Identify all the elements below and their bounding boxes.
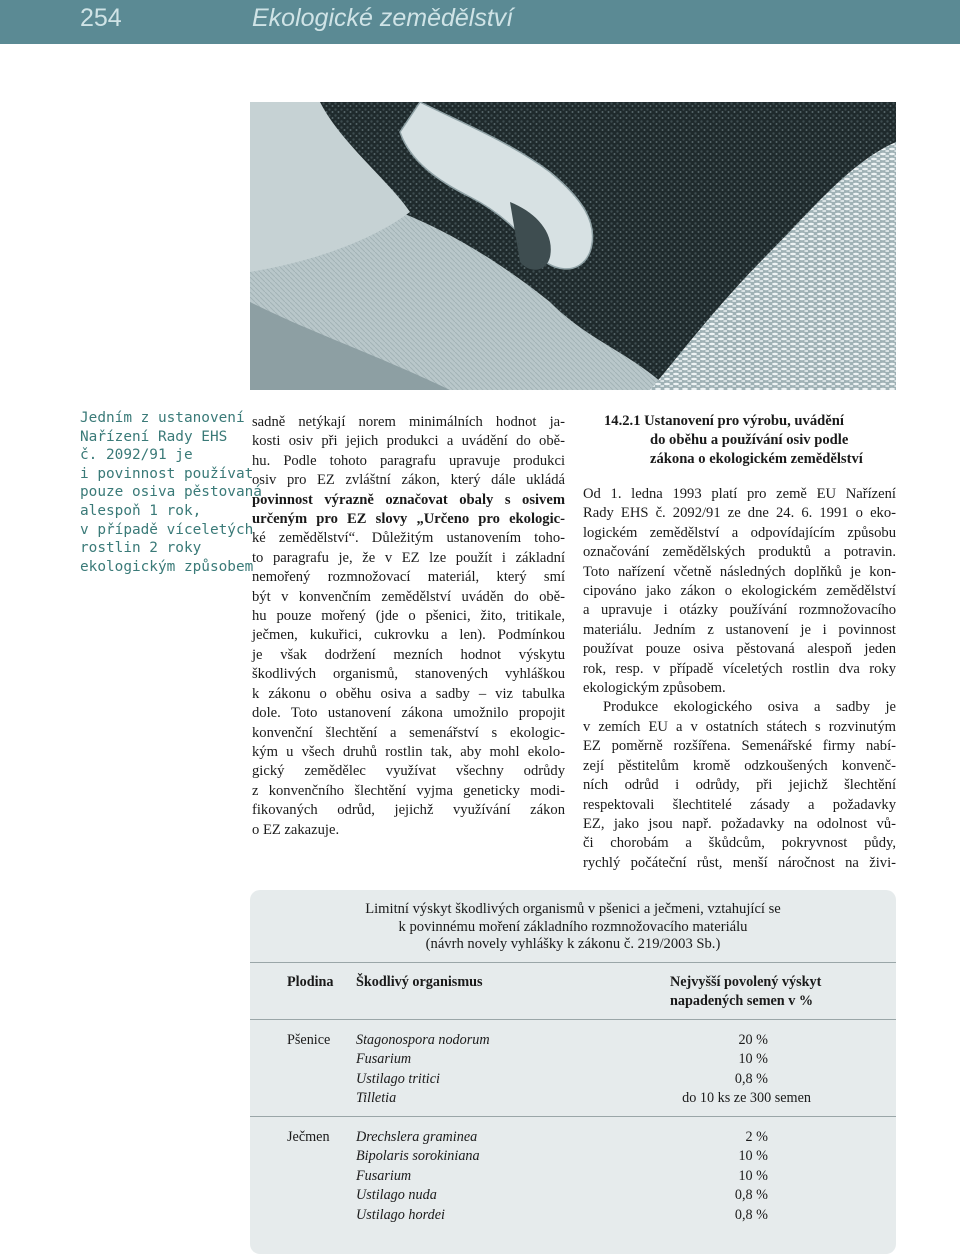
limit-cell: 0,8 % — [734, 1071, 768, 1087]
sidenote-line: i povinnost používat — [80, 465, 254, 482]
text-line: fikovaných odrůd, jejichž využívání zákon — [252, 802, 565, 819]
limit-cell: 10 % — [738, 1148, 768, 1164]
text-line: z konvenčního šlechtění vyjma geneticky modi- — [252, 782, 565, 799]
organism-cell: Fusarium — [356, 1051, 412, 1067]
text-line: být v konvenčním zemědělství uváděn do obě- — [252, 588, 565, 605]
text-line: v zemích EU a v ostatních státech s rozvinutým — [583, 718, 896, 735]
section-heading — [604, 412, 904, 470]
text-line: materiálu. Jedním z ustanovení je i povinnost — [583, 621, 896, 638]
table-caption-line: Limitní výskyt škodlivých organismů v pšenici a ječmeni, vztahující se — [365, 901, 781, 917]
text-line: ních odrůd i odrůdy, při jejichž šlechtění — [583, 777, 896, 794]
text-line: k zákonu o oběhu osiva a sadby – viz tabulka — [252, 685, 565, 702]
header-limit-2: napadených semen v % — [670, 993, 814, 1009]
body-column-left — [252, 413, 565, 840]
text-line: používat pouze osiva pěstovaná alespoň jeden — [583, 641, 896, 658]
text-line: hu pouze mořený (jde o pšenici, žito, tritikale, — [252, 608, 565, 625]
text-line: ekologickým způsobem. — [583, 680, 726, 697]
text-line: kosti osiv při jejich produkci a uvádění do obě- — [252, 433, 565, 450]
text-line: a upravuje i otázky používání rozmnožovacího — [583, 602, 896, 619]
section-heading-line: 14.2.1 Ustanovení pro výrobu, uvádění — [604, 413, 844, 429]
sidenote-line: v případě víceletých — [80, 521, 254, 538]
crop-cell: Ječmen — [287, 1129, 330, 1145]
text-line: kým u všech druhů rostlin tak, aby mohl ekolo- — [252, 743, 565, 760]
limit-cell: 20 % — [738, 1032, 768, 1048]
header-organism: Škodlivý organismus — [356, 974, 483, 990]
organism-cell: Tilletia — [356, 1090, 397, 1106]
text-line: označování zemědělských produktů a potravin. — [583, 544, 896, 561]
text-line: to paragrafu je, že v EZ lze použít i základní — [252, 549, 565, 566]
text-line: konvenční šlechtění a semenářství s ekologic- — [252, 724, 565, 741]
table-caption-line: k povinnému moření základního rozmnožovacího materiálu — [398, 918, 748, 935]
text-line: EZ poměrně rozšířena. Semenářské firmy nabí- — [583, 738, 896, 755]
text-line: logickém zemědělství a odpovídajícím způsobu — [583, 524, 896, 541]
text-line: gický zemědělec využívat všechny odrůdy — [252, 763, 565, 780]
section-heading-line: do oběhu a používání osiv podle — [650, 432, 849, 449]
sidenote-line: rostlin 2 roky — [80, 540, 202, 557]
text-line: ké zemědělství“. Důležitým ustanovením toho- — [252, 530, 565, 547]
text-line: ječmen, kukuřici, cukrovku a len). Podmínkou — [252, 627, 565, 644]
text-line: respektovali šlechtitelé zásady a požadavky — [583, 796, 896, 813]
organism-cell: Ustilago hordei — [356, 1207, 445, 1223]
text-line: Produkce ekologického osiva a sadby je — [603, 699, 896, 716]
text-line: je však dodržení mezních hodnot výskytu — [252, 646, 565, 663]
limit-cell: do 10 ks ze 300 semen — [682, 1090, 811, 1106]
body-column-right — [583, 485, 896, 873]
text-line: hu. Podle tohoto paragrafu upravuje produkci — [252, 452, 565, 469]
seed-photo — [250, 102, 896, 390]
text-line: o EZ zakazuje. — [252, 821, 340, 838]
sidenote-line: ekologickým způsobem — [80, 558, 254, 575]
limit-cell: 0,8 % — [734, 1187, 768, 1203]
organism-cell: Drechslera graminea — [356, 1129, 478, 1145]
table-caption — [250, 901, 896, 954]
text-line: cipováno jako zákon o ekologickém zemědělství — [583, 583, 896, 600]
text-line: dole. Toto ustanovení zákona umožnilo propojit — [252, 705, 565, 722]
table-caption-line: (návrh novely vyhlášky k zákonu č. 219/2003 Sb.) — [425, 936, 721, 953]
text-line: EZ, jako jsou např. požadavky na odolnost vů- — [583, 815, 896, 832]
table-rule — [250, 1019, 896, 1020]
text-line: nemořený rozmnožovací materiál, který smí — [252, 569, 565, 586]
text-line: rychlý počáteční růst, menší náročnost na živi- — [583, 854, 896, 871]
sidenote-line: č. 2092/91 je — [80, 447, 193, 464]
organism-cell: Stagonospora nodorum — [356, 1032, 490, 1048]
text-line: Toto nařízení včetně následných doplňků je kon- — [583, 563, 896, 580]
sidenote — [80, 409, 262, 576]
text-line: zejí pěstitelům kromě odzkoušených konvenč- — [583, 757, 896, 774]
table-rule — [250, 1116, 896, 1117]
limit-cell: 2 % — [745, 1129, 768, 1145]
sidenote-line: Nařízení Rady EHS — [80, 428, 228, 445]
text-line: Od 1. ledna 1993 platí pro země EU Nařízení — [583, 486, 896, 502]
table-rule — [250, 962, 896, 963]
sidenote-line: Jedním z ustanovení — [80, 410, 245, 426]
sidenote-line: pouze osiva pěstovaná — [80, 484, 262, 501]
page-number: 254 — [80, 4, 122, 32]
text-line: škodlivých organismů, stanovených vyhláškou — [252, 666, 565, 683]
section-heading-line: zákona o ekologickém zemědělství — [650, 451, 863, 468]
limit-cell: 0,8 % — [734, 1207, 768, 1223]
organism-cell: Ustilago nuda — [356, 1187, 437, 1203]
text-line: osiv pro EZ zvláštní zákon, který dále ukládá — [252, 472, 565, 489]
page-header — [0, 0, 960, 44]
text-line: povinnost výrazně označovat obaly s osivem — [252, 491, 565, 508]
limit-cell: 10 % — [738, 1051, 768, 1067]
organism-cell: Fusarium — [356, 1168, 412, 1184]
text-line: sadně netýkají norem minimálních hodnot ja- — [252, 414, 565, 430]
text-line: či chorobám a škůdcům, pokryvnost půdy, — [583, 835, 896, 852]
text-line: určeným pro EZ slovy „Určeno pro ekologic- — [252, 511, 565, 528]
header-limit: Nejvyšší povolený výskyt — [670, 974, 822, 990]
organism-cell: Bipolaris sorokiniana — [356, 1148, 480, 1164]
header-crop: Plodina — [287, 974, 334, 990]
limit-cell: 10 % — [738, 1168, 768, 1184]
organism-cell: Ustilago tritici — [356, 1071, 440, 1087]
text-line: Rady EHS č. 2092/91 ze dne 24. 6. 1991 o eko- — [583, 505, 896, 522]
crop-cell: Pšenice — [287, 1032, 331, 1048]
text-line: rok, resp. v případě víceletých rostlin dva roky — [583, 660, 896, 677]
chapter-title: Ekologické zemědělství — [252, 4, 514, 32]
sidenote-line: alespoň 1 rok, — [80, 502, 202, 519]
